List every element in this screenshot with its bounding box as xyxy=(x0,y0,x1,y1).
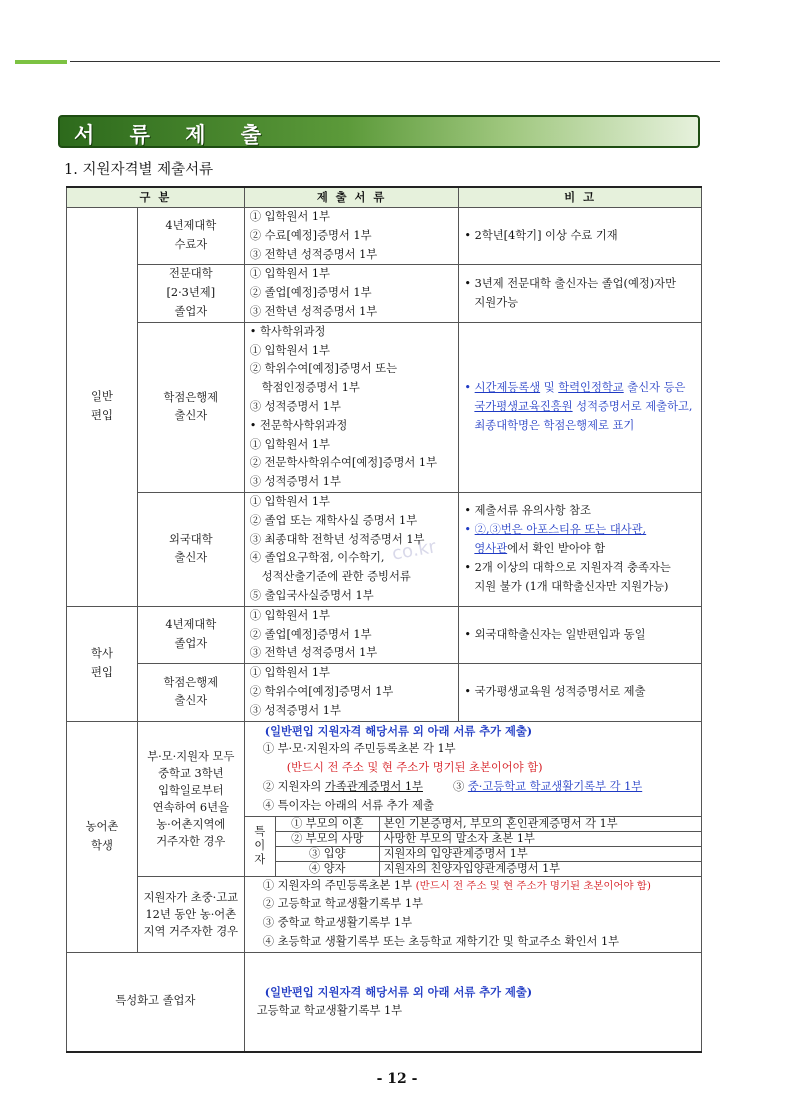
documents-cell xyxy=(244,208,459,265)
table-row xyxy=(67,606,702,663)
special-cases-table xyxy=(245,816,701,876)
category-rural: 농어촌 학생 xyxy=(67,721,138,952)
remarks-cell xyxy=(459,208,702,265)
doc-line: ④ 초등학교 생활기록부 또는 초등학교 재학기간 및 학교주소 확인서 1부 xyxy=(262,934,620,948)
doc-line: ① 입학원서 1부 xyxy=(249,267,330,281)
doc-line: • 학사학위과정 xyxy=(249,324,326,338)
doc-line: ② 학위수여[예정]증명서 또는 xyxy=(249,362,398,376)
doc-line: 고등학교 학교생활기록부 1부 xyxy=(256,1003,403,1017)
special-case: ③ 입양 xyxy=(275,846,379,861)
doc-line: 성적산출기준에 관한 증빙서류 xyxy=(261,570,411,584)
doc-line: ② 고등학교 학교생활기록부 1부 xyxy=(262,897,423,911)
remarks-cell xyxy=(459,606,702,663)
doc-line: ③ 성적증명서 1부 xyxy=(249,703,341,717)
documents-cell xyxy=(244,265,459,322)
doc-line: ④ 특이자는 아래의 서류 추가 제출 xyxy=(262,798,434,812)
remark-text: • 시간제등록생 및 학력인정학교 출신자 등은 xyxy=(464,381,686,395)
special-doc: 사망한 부모의 말소자 초본 1부 xyxy=(379,831,701,846)
doc-line: ③ 최종대학 전학년 성적증명서 1부 xyxy=(249,532,425,546)
sub-category: 부·모·지원자 모두 중학교 3학년 입학일로부터 연속하여 6년을 농·어촌지역에 거주자한 경우 xyxy=(137,721,244,876)
category-general: 일반 편입 xyxy=(67,208,138,607)
doc-line: ① 입학원서 1부 xyxy=(249,210,330,223)
header-category: 구 분 xyxy=(67,187,245,208)
special-doc: 지원자의 입양관계증명서 1부 xyxy=(379,846,701,861)
documents-cell xyxy=(244,952,701,1052)
remarks-cell xyxy=(459,322,702,492)
sub-category: 4년제대학 졸업자 xyxy=(137,606,244,663)
doc-line: ⑤ 출입국사실증명서 1부 xyxy=(249,588,374,602)
documents-cell xyxy=(244,664,459,721)
doc-line: ① 입학원서 1부 xyxy=(249,343,330,357)
table-row xyxy=(67,952,702,1052)
documents-cell xyxy=(244,606,459,663)
doc-line: ③ 성적증명서 1부 xyxy=(249,399,341,413)
doc-line: ② 학위수여[예정]증명서 1부 xyxy=(249,684,394,698)
remark-text: 지원 불가 (1개 대학출신자만 지원가능) xyxy=(474,579,669,593)
special-school-heading: (일반편입 지원자격 해당서류 외 아래 서류 추가 제출) xyxy=(264,984,533,999)
sub-category: 전문대학 [2·3년제] 졸업자 xyxy=(137,265,244,322)
sub-category: 외국대학 출신자 xyxy=(137,492,244,606)
section-banner-text: 서 류 제 출 xyxy=(74,122,276,147)
doc-line: ③ 전학년 성적증명서 1부 xyxy=(249,304,378,318)
table-row xyxy=(67,721,702,876)
rural-heading: (일반편입 지원자격 해당서류 외 아래 서류 추가 제출) xyxy=(264,723,533,738)
doc-line: ① 입학원서 1부 xyxy=(249,494,330,508)
sub-category: 학점은행제 출신자 xyxy=(137,322,244,492)
documents-cell xyxy=(244,322,459,492)
doc-line: ② 졸업[예정]증명서 1부 xyxy=(249,286,372,300)
remark-text: • 2개 이상의 대학으로 지원자격 충족자는 xyxy=(464,560,671,574)
doc-line: 학점인정증명서 1부 xyxy=(261,381,360,395)
category-bachelor: 학사 편입 xyxy=(67,606,138,721)
table-row xyxy=(67,664,702,721)
remarks-cell xyxy=(459,265,702,322)
remark-text: • ②,③번은 아포스티유 또는 대사관, xyxy=(464,523,647,537)
special-case: ② 부모의 사망 xyxy=(275,831,379,846)
documents-cell xyxy=(244,721,701,876)
header-documents: 제 출 서 류 xyxy=(244,187,459,208)
doc-line: • 전문학사학위과정 xyxy=(249,418,348,432)
doc-line: ① 입학원서 1부 xyxy=(249,437,330,451)
documents-table xyxy=(66,186,702,1053)
special-label: 특 이 자 xyxy=(245,816,276,876)
remark-text: 최종대학명은 학점은행제로 표기 xyxy=(474,418,635,432)
sub-category: 지원자가 초중·고교 12년 동안 농·어촌 지역 거주자한 경우 xyxy=(137,876,244,952)
table-row xyxy=(67,492,702,606)
section-title: 1. 지원자격별 제출서류 xyxy=(64,162,214,178)
header-accent-line xyxy=(15,60,67,64)
doc-line: ④ 졸업요구학점, 이수학기, xyxy=(249,551,385,565)
documents-cell xyxy=(244,492,459,606)
doc-line: ① 부·모·지원자의 주민등록초본 각 1부 xyxy=(262,742,456,756)
page-number: - 12 - xyxy=(376,1071,418,1087)
remark-text: • 외국대학출신자는 일반편입과 동일 xyxy=(464,627,646,641)
remark-text: • 3년제 전문대학 출신자는 졸업(예정)자만 xyxy=(464,276,677,290)
table-row xyxy=(67,876,702,952)
header-rule xyxy=(70,61,720,62)
doc-line: ② 전문학사학위수여[예정]증명서 1부 xyxy=(249,456,437,470)
doc-line: ② 졸업[예정]증명서 1부 xyxy=(249,627,372,641)
doc-line: ③ 성적증명서 1부 xyxy=(249,475,341,489)
doc-line: ② 수료[예정]증명서 1부 xyxy=(249,228,372,242)
header-remarks: 비 고 xyxy=(459,187,702,208)
sub-category: 학점은행제 출신자 xyxy=(137,664,244,721)
table-row xyxy=(67,208,702,265)
special-doc: 지원자의 친양자입양관계증명서 1부 xyxy=(379,861,701,876)
special-case: ④ 양자 xyxy=(275,861,379,876)
doc-line: ③ 전학년 성적증명서 1부 xyxy=(249,646,378,660)
doc-line: ① 입학원서 1부 xyxy=(249,608,330,622)
table-row xyxy=(67,322,702,492)
doc-line: ③ 전학년 성적증명서 1부 xyxy=(249,247,378,261)
remark-text: • 2학년[4학기] 이상 수료 기재 xyxy=(464,228,618,242)
special-doc: 본인 기본증명서, 부모의 혼인관계증명서 각 1부 xyxy=(379,816,701,831)
watermark: co.kr xyxy=(390,536,438,565)
table-row xyxy=(67,265,702,322)
section-banner xyxy=(58,115,700,148)
doc-line: ① 지원자의 주민등록초본 1부 (반드시 전 주소 및 현 주소가 명기된 초본이어야 함) xyxy=(262,878,651,892)
remark-text: • 제출서류 유의사항 참조 xyxy=(464,504,591,518)
sub-category: 4년제대학 수료자 xyxy=(137,208,244,265)
remark-text: • 국가평생교육원 성적증명서로 제출 xyxy=(464,684,646,698)
doc-line: ① 입학원서 1부 xyxy=(249,666,330,680)
doc-note: (반드시 전 주소 및 현 주소가 명기된 초본이어야 함) xyxy=(286,761,543,775)
category-special-school: 특성화고 졸업자 xyxy=(67,952,245,1052)
remark-text: 국가평생교육진흥원 성적증명서로 제출하고, xyxy=(474,399,693,413)
table-header-row xyxy=(67,187,702,208)
remark-text: 영사관에서 확인 받아야 함 xyxy=(474,541,606,555)
special-case: ① 부모의 이혼 xyxy=(275,816,379,831)
documents-cell xyxy=(244,876,701,952)
remarks-cell xyxy=(459,492,702,606)
remark-text: 지원가능 xyxy=(474,295,519,309)
doc-line: ③ 중학교 학교생활기록부 1부 xyxy=(262,916,413,930)
doc-line: ② 지원자의 가족관계증명서 1부 ③ 중·고등학교 학교생활기록부 각 1부 xyxy=(262,779,643,793)
remarks-cell xyxy=(459,664,702,721)
doc-line: ② 졸업 또는 재학사실 증명서 1부 xyxy=(249,513,418,527)
